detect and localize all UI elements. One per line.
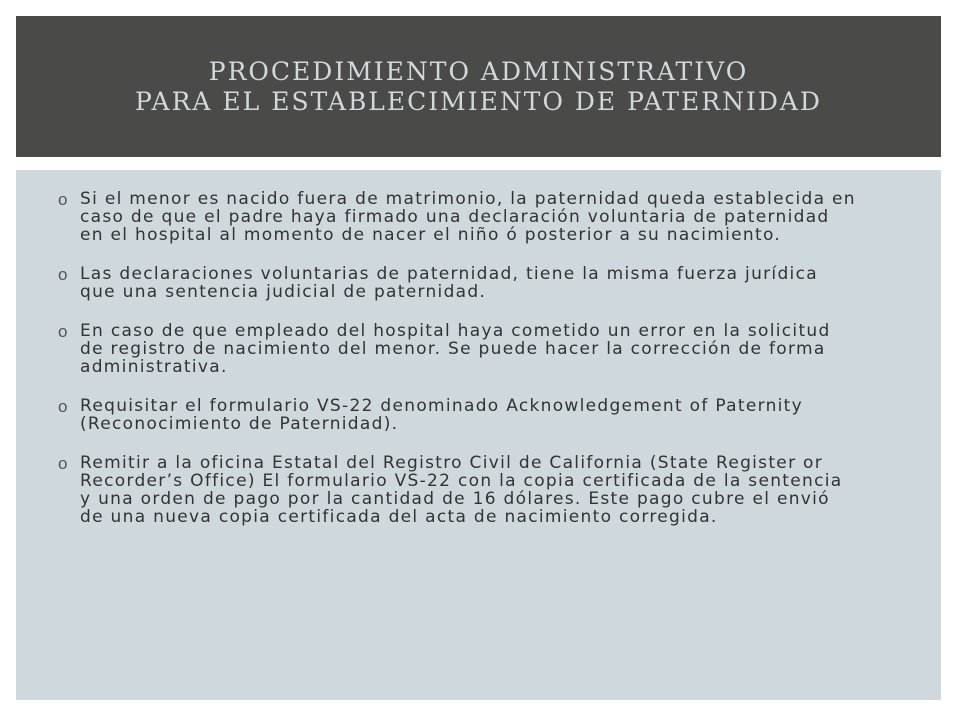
bullet-item: [58, 454, 881, 526]
bullet-text: Remitir a la oficina Estatal del Registro Civil de California (State Register or Recorder’s Office) El formulario VS-22 con la copia certificada de la sentencia y una orden de pago por la cantidad de 16 dólares. Este pago cubre el envió de una nueva copia certificada del acta de nacimiento corregida.: [80, 453, 843, 527]
bullet-marker: o: [58, 190, 68, 209]
bullet-item: [58, 265, 881, 301]
bullet-text: En caso de que empleado del hospital haya cometido un error en la solicitud de registro de nacimiento del menor. Se puede hacer la corrección de forma administrativa.: [80, 321, 831, 377]
bullet-text: Requisitar el formulario VS-22 denominado Acknowledgement of Paternity (Reconocimiento de Paternidad).: [80, 396, 804, 434]
bullet-item: [58, 190, 881, 244]
bullet-marker: o: [58, 322, 68, 341]
bullet-list: [58, 190, 881, 526]
bullet-marker: o: [58, 454, 68, 473]
bullet-item: [58, 322, 881, 376]
bullet-marker: o: [58, 397, 68, 416]
slide-title-line-2: PARA EL ESTABLECIMIENTO DE PATERNIDAD: [135, 86, 822, 116]
bullet-marker: o: [58, 265, 68, 284]
bullet-text: Si el menor es nacido fuera de matrimonio, la paternidad queda establecida en caso de que el padre haya firmado una declaración voluntaria de paternidad en el hospital al momento de nacer el niño ó posterior a su nacimiento.: [80, 189, 856, 245]
bullet-item: [58, 397, 881, 433]
content-panel: [16, 170, 941, 700]
title-band: [16, 16, 941, 157]
bullet-text: Las declaraciones voluntarias de paternidad, tiene la misma fuerza jurídica que una sentencia judicial de paternidad.: [80, 264, 818, 302]
slide-title-line-1: PROCEDIMIENTO ADMINISTRATIVO: [208, 56, 749, 86]
